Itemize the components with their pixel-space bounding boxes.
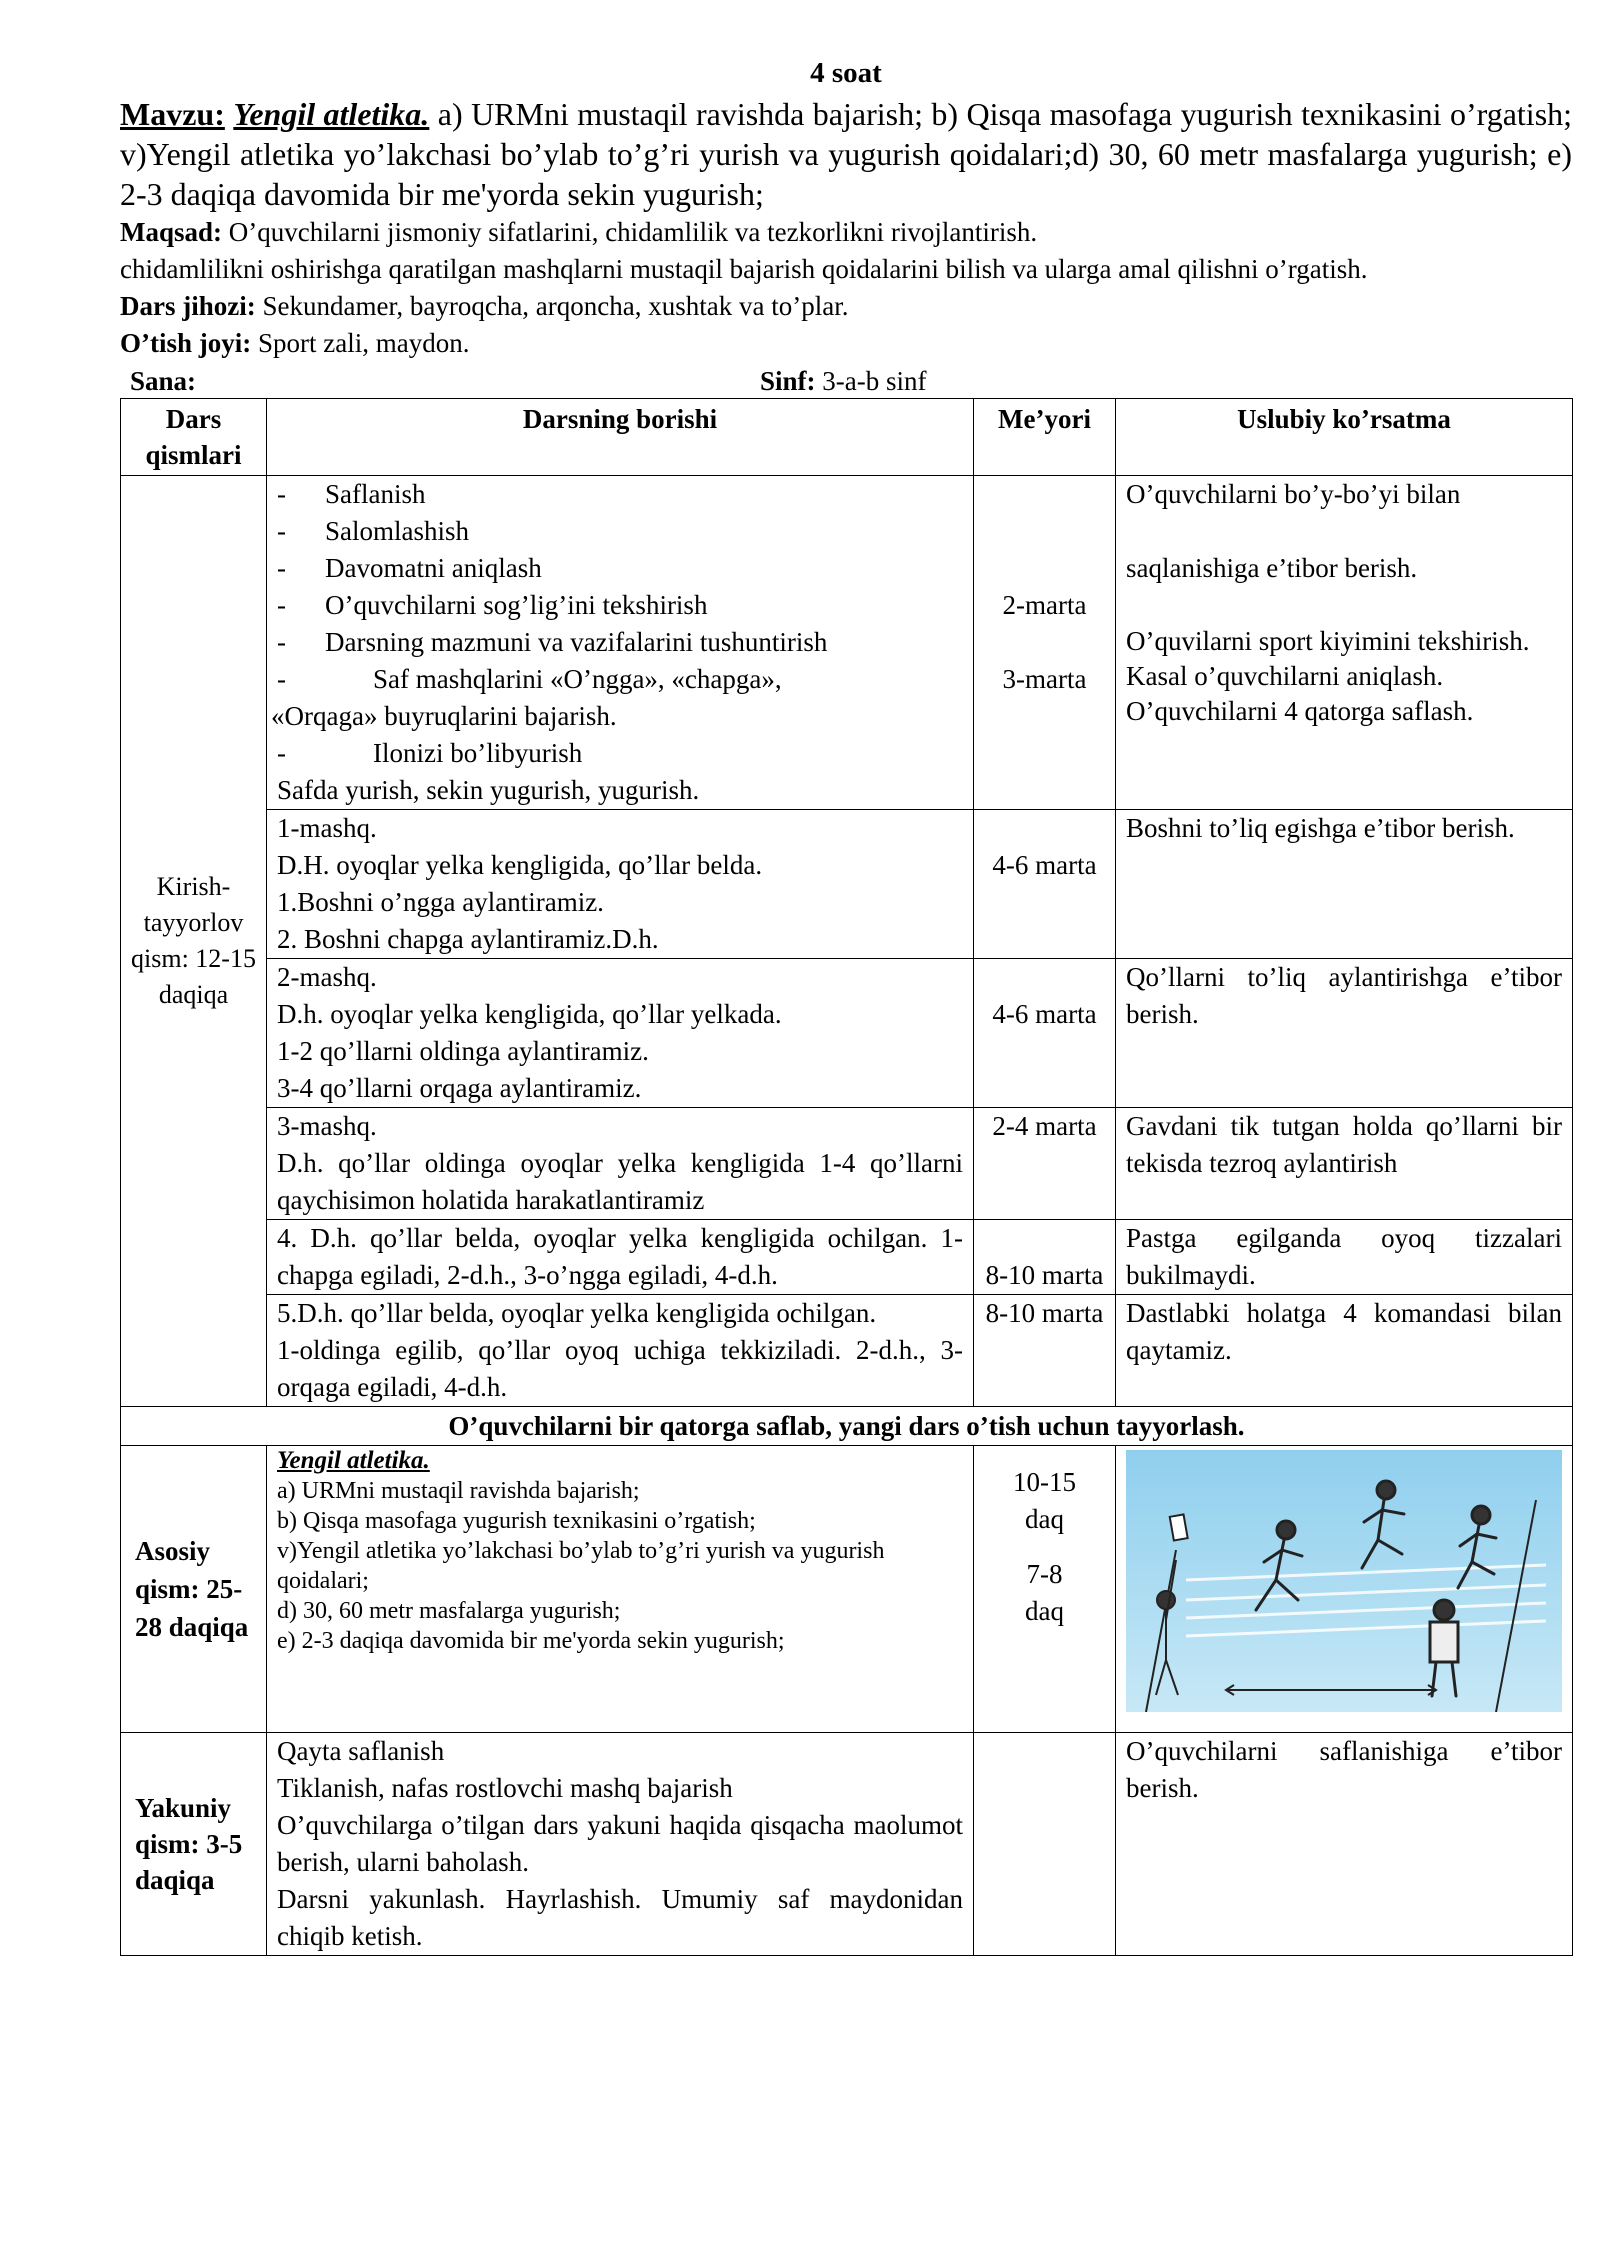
final-line: Darsni yakunlash. Hayrlashish. Umumiy saf maydonidan chiqib ketish.	[277, 1884, 963, 1951]
main-line: e) 2-3 daqiqa davomida bir me'yorda sekin yugurish;	[277, 1628, 785, 1654]
exercise-1-guidance: Boshni to’liq egishga e’tibor berish.	[1116, 810, 1573, 959]
main-title: Yengil atletika.	[277, 1447, 430, 1474]
exercise-4-cell: 4. D.h. qo’llar belda, oyoqlar yelka kengligida ochilgan. 1-chapga egiladi, 2-d.h., 3-o’ngga egiladi, 4-d.h.	[267, 1220, 974, 1295]
final-part-cell: Yakuniy qism: 3-5 daqiqa	[121, 1733, 267, 1956]
list-item: - Salomlashish	[277, 513, 963, 550]
main-part-cell: Asosiy qism: 25-28 daqiqa	[121, 1446, 267, 1733]
exercise-line: 1-oldinga egilib, qo’llar oyoq uchiga tekkiziladi. 2-d.h., 3-orqaga egiladi, 4-d.h.	[277, 1335, 963, 1402]
exercise-line: 2-mashq.	[277, 962, 377, 992]
guidance-text: O’quvchilarni bo’y-bo’yi bilan	[1126, 479, 1461, 509]
exercise-2-guidance: Qo’llarni to’liq aylantirishga e’tibor berish.	[1116, 959, 1573, 1108]
exercise-line: 1-mashq.	[277, 813, 377, 843]
guidance-text: O’quvilarni sport kiyimini tekshirish.	[1126, 626, 1530, 656]
exercise-2-cell	[267, 959, 974, 1108]
header-progress: Darsning borishi	[267, 399, 974, 476]
topic-label: Mavzu:	[120, 96, 225, 132]
exercise-5-norm: 8-10 marta	[974, 1295, 1116, 1407]
list-item: - Davomatni aniqlash	[277, 550, 963, 587]
topic-paragraph	[120, 94, 1572, 214]
norm-value: 10-15 daq	[1013, 1467, 1076, 1534]
exercise-line: 3-mashq.	[277, 1111, 377, 1141]
list-item: - O’quvchilarni sog’lig’ini tekshirish	[277, 587, 963, 624]
final-guidance-cell: O’quvchilarni saflanishiga e’tibor berish.	[1116, 1733, 1573, 1956]
main-line: b) Qisqa masofaga yugurish texnikasini o’rgatish;	[277, 1508, 756, 1534]
table-row	[121, 1407, 1573, 1446]
date-class-row	[120, 364, 1572, 398]
goal-label: Maqsad:	[120, 217, 223, 247]
main-illustration-cell	[1116, 1446, 1573, 1733]
list-item-text: O’quvchilarni sog’lig’ini tekshirish	[325, 590, 708, 620]
exercise-line: 3-4 qo’llarni orqaga aylantiramiz.	[277, 1073, 642, 1103]
main-progress-cell	[267, 1446, 974, 1733]
class-text: 3-a-b sinf	[822, 366, 927, 396]
list-item-text: Davomatni aniqlash	[325, 553, 542, 583]
list-item: - Darsning mazmuni va vazifalarini tushuntirish	[277, 624, 963, 661]
final-line: Tiklanish, nafas rostlovchi mashq bajarish	[277, 1773, 733, 1803]
venue-line	[120, 325, 1572, 362]
running-illustration	[1126, 1450, 1562, 1712]
main-title-text: Yengil atletika	[277, 1447, 424, 1474]
guidance-text: saqlanishiga e’tibor berish.	[1126, 553, 1418, 583]
final-line: Qayta saflanish	[277, 1736, 445, 1766]
main-line: a) URMni mustaqil ravishda bajarish;	[277, 1478, 640, 1504]
exercise-line: 5.D.h. qo’llar belda, oyoqlar yelka kengligida ochilgan.	[277, 1298, 877, 1328]
guidance-text: Kasal o’quvchilarni aniqlash.	[1126, 661, 1444, 691]
exercise-3-cell	[267, 1108, 974, 1220]
guidance-text: O’quvchilarni 4 qatorga saflash.	[1126, 696, 1474, 726]
list-item-text: Saf mashqlarini «O’ngga», «chapga»,	[373, 664, 782, 694]
venue-text: Sport zali, maydon.	[258, 328, 470, 358]
final-line: O’quvchilarga o’tilgan dars yakuni haqida qisqacha maolumot berish, ularni baholash.	[277, 1810, 963, 1877]
main-line: d) 30, 60 metr masfalarga yugurish;	[277, 1598, 621, 1624]
exercise-5-guidance: Dastlabki holatga 4 komandasi bilan qaytamiz.	[1116, 1295, 1573, 1407]
norm-value: 7-8 daq	[1025, 1559, 1064, 1626]
table-row	[121, 959, 1573, 1108]
list-item-text: Saflanish	[325, 479, 426, 509]
goal-line	[120, 214, 1572, 251]
header-norm: Me’yori	[974, 399, 1116, 476]
table-row	[121, 1295, 1573, 1407]
intro-guidance-cell	[1116, 476, 1573, 810]
transition-banner: O’quvchilarni bir qatorga saflab, yangi dars o’tish uchun tayyorlash.	[121, 1407, 1573, 1446]
exercise-3-guidance: Gavdani tik tutgan holda qo’llarni bir tekisda tezroq aylantirish	[1116, 1108, 1573, 1220]
list-item-text: Darsning mazmuni va vazifalarini tushuntirish	[325, 627, 828, 657]
exercise-4-norm	[974, 1220, 1116, 1295]
equipment-text: Sekundamer, bayroqcha, arqoncha, xushtak va to’plar.	[262, 291, 849, 321]
exercise-1-norm	[974, 810, 1116, 959]
exercise-line: D.h. oyoqlar yelka kengligida, qo’llar yelkada.	[277, 999, 782, 1029]
intro-part-cell: Kirish-tayyorlov qism: 12-15 daqiqa	[121, 476, 267, 1407]
table-row	[121, 1733, 1573, 1956]
exercise-2-norm	[974, 959, 1116, 1108]
norm-value: 3-marta	[1002, 664, 1087, 694]
exercise-5-cell	[267, 1295, 974, 1407]
class-line	[760, 364, 927, 398]
goal-text: O’quvchilarni jismoniy sifatlarini, chidamlilik va tezkorlikni rivojlantirish.	[228, 217, 1038, 247]
exercise-line: 2. Boshni chapga aylantiramiz.D.h.	[277, 924, 659, 954]
list-item-text: Safda yurish, sekin yugurish, yugurish.	[277, 775, 700, 805]
table-row	[121, 1108, 1573, 1220]
exercise-line: D.h. qo’llar oldinga oyoqlar yelka kengligida 1-4 qo’llarni qaychisimon holatida harakatlantiramiz	[277, 1148, 963, 1215]
lesson-plan-page	[120, 56, 1572, 1956]
norm-value: 4-6 marta	[992, 850, 1097, 880]
exercise-line: 1-2 qo’llarni oldinga aylantiramiz.	[277, 1036, 649, 1066]
lesson-table	[120, 398, 1573, 1956]
list-item: - Saflanish	[277, 476, 963, 513]
intro-progress-cell	[267, 476, 974, 810]
table-row	[121, 1220, 1573, 1295]
equipment-label: Dars jihozi:	[120, 291, 256, 321]
topic-title: Yengil atletika.	[233, 96, 430, 132]
table-row	[121, 1446, 1573, 1733]
equipment-line	[120, 288, 1572, 325]
intro-norm-cell	[974, 476, 1116, 810]
goal-text-2: chidamlilikni oshirishga qaratilgan mashqlarni mustaqil bajarish qoidalarini bilish va ularga amal qilishni o’rgatish.	[120, 254, 1368, 284]
class-label: Sinf:	[760, 366, 816, 396]
exercise-line: D.H. oyoqlar yelka kengligida, qo’llar belda.	[277, 850, 763, 880]
table-row	[121, 810, 1573, 959]
exercise-3-norm: 2-4 marta	[974, 1108, 1116, 1220]
norm-value: 2-marta	[1002, 590, 1087, 620]
list-item: - Saf mashqlarini «O’ngga», «chapga»,	[277, 661, 963, 698]
topic-text: a) URMni mustaqil ravishda bajarish; b) Qisqa masofaga yugurish texnikasini o’rgatish; v)Yengil atletika yo’lakchasi bo’ylab to’g’ri yurish va yugurish qoidalari;d) 30, 60 metr masfalarga yugurish; e) 2-3 daqiqa davomida bir me'yorda sekin yugurish;	[120, 96, 1573, 212]
exercise-4-guidance: Pastga egilganda oyoq tizzalari bukilmaydi.	[1116, 1220, 1573, 1295]
exercise-1-cell	[267, 810, 974, 959]
table-row	[121, 476, 1573, 810]
exercise-line: 1.Boshni o’ngga aylantiramiz.	[277, 887, 604, 917]
list-item-continuation: «Orqaga» buyruqlarini bajarish.	[271, 701, 617, 731]
main-line: v)Yengil atletika yo’lakchasi bo’ylab to’g’ri yurish va yugurish qoidalari;	[277, 1538, 885, 1594]
list-item-text: Salomlashish	[325, 516, 470, 546]
date-label: Sana:	[130, 366, 197, 396]
final-progress-cell	[267, 1733, 974, 1956]
main-norm-cell	[974, 1446, 1116, 1733]
list-item: - Ilonizi bo’libyurish	[277, 735, 963, 772]
venue-label: O’tish joyi:	[120, 328, 252, 358]
hours-heading: 4 soat	[810, 57, 882, 89]
final-norm-cell	[974, 1733, 1116, 1956]
header-guidance: Uslubiy ko’rsatma	[1116, 399, 1573, 476]
list-item-text: Ilonizi bo’libyurish	[373, 738, 583, 768]
norm-value: 8-10 marta	[985, 1260, 1104, 1290]
header-parts: Dars qismlari	[121, 399, 267, 476]
table-header-row	[121, 399, 1573, 476]
norm-value: 4-6 marta	[992, 999, 1097, 1029]
